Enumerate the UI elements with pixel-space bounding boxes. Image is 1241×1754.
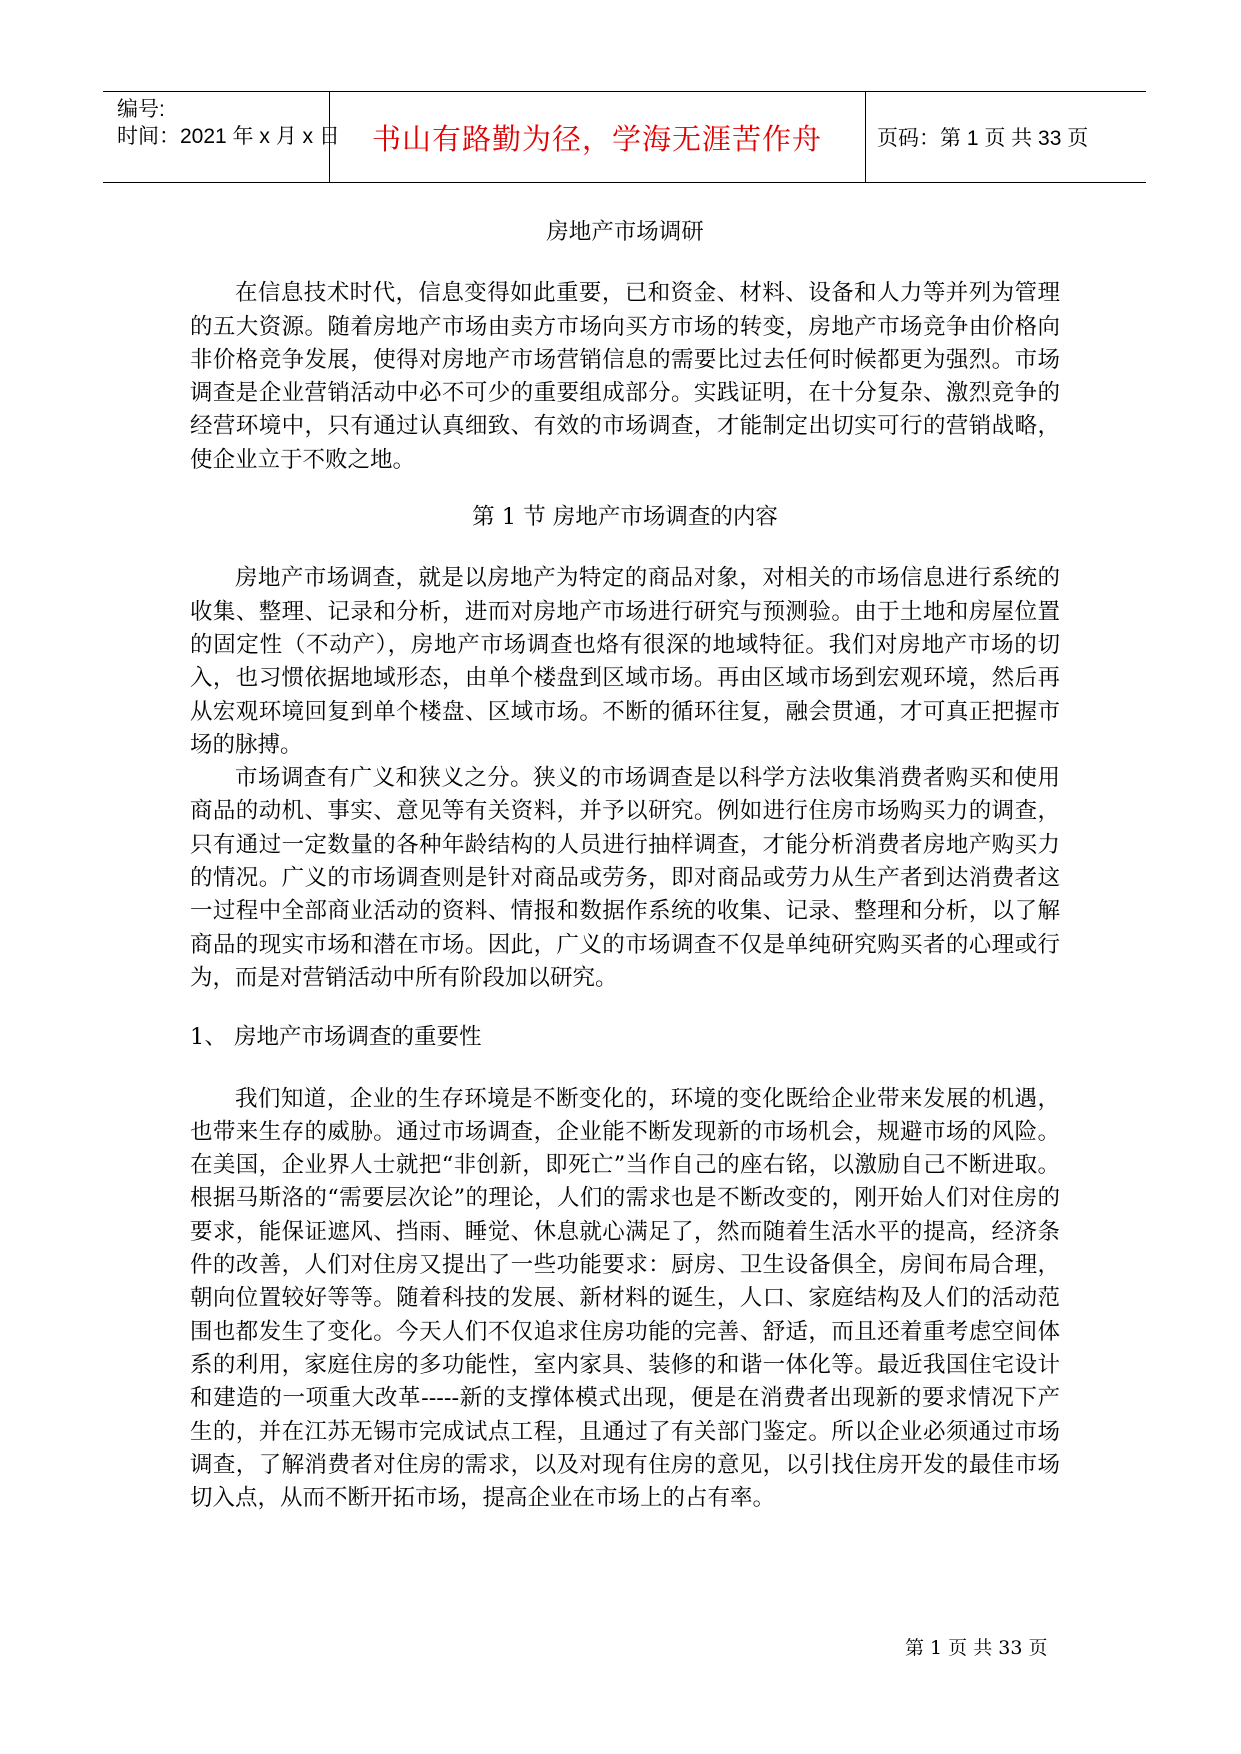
header-page-info: 页码：第 1 页 共 33 页 [877, 127, 1089, 150]
document-title: 房地产市场调研 [546, 219, 704, 245]
paragraph: 我们知道，企业的生存环境是不断变化的，环境的变化既给企业带来发展的机遇，也带来生存的威胁。通过市场调查，企业能不断发现新的市场机会，规避市场的风险。在美国，企业界人士就把“非创新，即死亡”当作自己的座右铭，以激励自己不断进取。根据马斯洛的“需要层次论”的理论，人们的需求也是不断改变的，刚开始人们对住房的要求，能保证遮风、挡雨、睡觉、休息就心满足了，然而随着生活水平的提高，经济条件的改善，人们对住房又提出了一些功能要求：厨房、卫生设备俱全，房间布局合理，朝向位置较好等等。随着科技的发展、新材料的诞生，人口、家庭结构及人们的活动范围也都发生了变化。今天人们不仅追求住房功能的完善、舒适，而且还着重考虑空间体系的利用，家庭住房的多功能性，室内家具、装修的和谐一体化等。最近我国住宅设计和建造的一项重大改革-----新的支撑体模式出现，便是在消费者出现新的要求情况下产生的，并在江苏无锡市完成试点工程，且通过了有关部门鉴定。所以企业必须通过市场调查，了解消费者对住房的需求，以及对现有住房的意见，以引找住房开发的最佳市场切入点，从而不断开拓市场，提高企业在市场上的占有率。 [190, 1085, 1060, 1512]
intro-paragraph: 在信息技术时代，信息变得如此重要，已和资金、材料、设备和人力等并列为管理的五大资源。随着房地产市场由卖方市场向买方市场的转变，房地产市场竞争由价格向非价格竞争发展，使得对房地产市场营销信息的需要比过去任何时候都更为强烈。市场调查是企业营销活动中必不可少的重要组成部分。实践证明，在十分复杂、激烈竞争的经营环境中，只有通过认真细致、有效的市场调查，才能制定出切实可行的营销战略，使企业立于不败之地。 [190, 280, 1060, 473]
header-left-cell [117, 96, 340, 150]
section-title: 第 1 节 房地产市场调查的内容 [472, 504, 778, 531]
document-body [190, 200, 1060, 1515]
header-motto: 书山有路勤为径，学海无涯苦作舟 [371, 121, 822, 156]
time-label: 时间：2021 年 x 月 x 日 [117, 125, 340, 148]
paragraph: 房地产市场调查，就是以房地产为特定的商品对象，对相关的市场信息进行系统的收集、整理、记录和分析，进而对房地产市场进行研究与预测验。由于土地和房屋位置的固定性（不动产），房地产市场调查也烙有很深的地域特征。我们对房地产市场的切入，也习惯依据地域形态，由单个楼盘到区域市场。再由区域市场到宏观环境，然后再从宏观环境回复到单个楼盘、区域市场。不断的循环往复，融会贯通，才可真正把握市场的脉搏。 [190, 565, 1060, 758]
paragraph: 市场调查有广义和狭义之分。狭义的市场调查是以科学方法收集消费者购买和使用商品的动机、事实、意见等有关资料，并予以研究。例如进行住房市场购买力的调查，只有通过一定数量的各种年龄结构的人员进行抽样调查，才能分析消费者房地产购买力的情况。广义的市场调查则是针对商品或劳务，即对商品或劳力从生产者到达消费者这一过程中全部商业活动的资料、情报和数据作系统的收集、记录、整理和分析，以了解商品的现实市场和潜在市场。因此，广义的市场调查不仅是单纯研究购买者的心理或行为，而是对营销活动中所有阶段加以研究。 [190, 765, 1060, 991]
list-heading: 1、 房地产市场调查的重要性 [190, 1024, 482, 1051]
page-footer: 第 1 页 共 33 页 [905, 1637, 1048, 1659]
header-divider [865, 92, 866, 182]
serial-label: 编号: [117, 98, 165, 121]
page-header [103, 91, 1146, 183]
